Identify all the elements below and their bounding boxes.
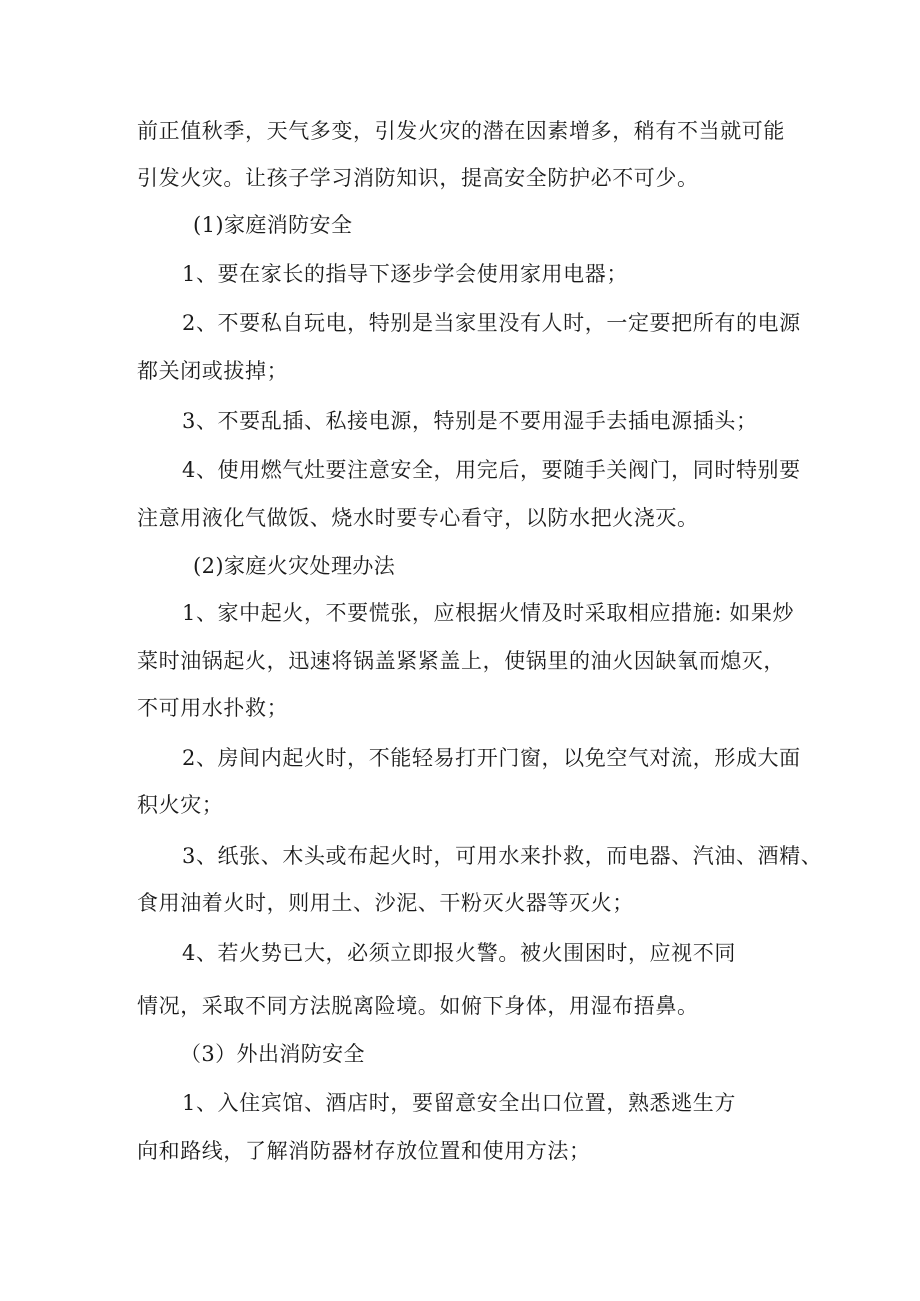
- section1-item-2-line-2: 都关闭或拔掉；: [137, 359, 289, 383]
- section-heading-home-fire-safety: (1)家庭消防安全: [193, 213, 353, 237]
- section2-item-1-line-1: 1、家中起火，不要慌张，应根据火情及时采取相应措施: 如果炒: [182, 601, 795, 625]
- section1-item-1: 1、要在家长的指导下逐步学会使用家用电器；: [182, 262, 628, 286]
- intro-line-2: 引发火灾。让孩子学习消防知识，提高安全防护必不可少。: [137, 166, 699, 190]
- section1-item-3: 3、不要乱插、私接电源，特别是不要用湿手去插电源插头；: [182, 409, 758, 433]
- section2-item-4-line-2: 情况，采取不同方法脱离险境。如俯下身体，用湿布捂鼻。: [137, 994, 699, 1018]
- section-heading-home-fire-handling: (2)家庭火灾处理办法: [193, 554, 396, 578]
- section2-item-3-line-1: 3、纸张、木头或布起火时，可用水来扑救，而电器、汽油、酒精、: [182, 844, 823, 868]
- section2-item-4-line-1: 4、若火势已大，必须立即报火警。被火围困时，应视不同: [182, 941, 736, 965]
- section2-item-1-line-3: 不可用水扑救；: [137, 696, 289, 720]
- section-heading-outdoor-fire-safety: （3）外出消防安全: [180, 1042, 365, 1066]
- intro-line-1: 前正值秋季，天气多变，引发火灾的潜在因素增多，稍有不当就可能: [137, 119, 785, 143]
- section2-item-2-line-1: 2、房间内起火时，不能轻易打开门窗，以免空气对流，形成大面: [182, 746, 801, 770]
- section1-item-2-line-1: 2、不要私自玩电，特别是当家里没有人时，一定要把所有的电源: [182, 311, 801, 335]
- section2-item-2-line-2: 积火灾；: [137, 793, 224, 817]
- section2-item-1-line-2: 菜时油锅起火，迅速将锅盖紧紧盖上，使锅里的油火因缺氧而熄灭，: [137, 649, 785, 673]
- section1-item-4-line-1: 4、使用燃气灶要注意安全，用完后，要随手关阀门，同时特别要: [182, 458, 801, 482]
- section3-item-1-line-1: 1、入住宾馆、酒店时，要留意安全出口位置，熟悉逃生方: [182, 1091, 736, 1115]
- section3-item-1-line-2: 向和路线，了解消防器材存放位置和使用方法；: [137, 1139, 591, 1163]
- section1-item-4-line-2: 注意用液化气做饭、烧水时要专心看守，以防水把火浇灭。: [137, 506, 699, 530]
- section2-item-3-line-2: 食用油着火时，则用土、沙泥、干粉灭火器等灭火；: [137, 891, 634, 915]
